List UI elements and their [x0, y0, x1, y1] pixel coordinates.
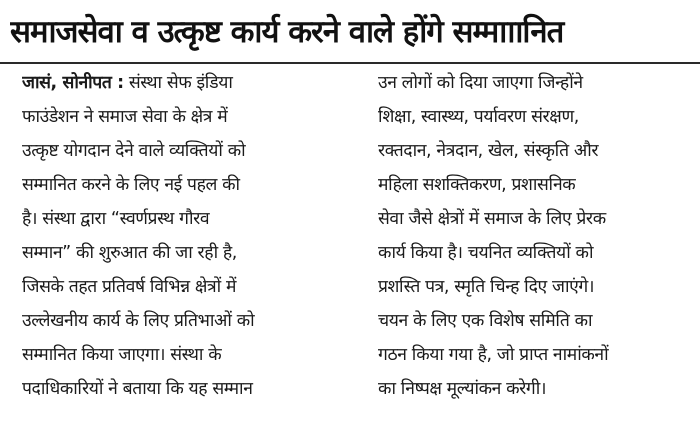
article-line: सम्मानित किया जाएगा। संस्था के: [22, 345, 222, 365]
article-column-left: [22, 66, 352, 442]
article-line: रक्तदान, नेत्रदान, खेल, संस्कृति और: [378, 141, 599, 161]
article-line: चयन के लिए एक विशेष समिति का: [378, 311, 593, 331]
headline-rule: [0, 62, 700, 64]
article-line: फाउंडेशन ने समाज सेवा के क्षेत्र में: [22, 107, 228, 127]
article-column-right: [378, 66, 696, 442]
headline: समाजसेवा व उत्कृष्ट कार्य करने वाले होंगे सम्मााानित: [10, 14, 564, 50]
article-line: उल्लेखनीय कार्य के लिए प्रतिभाओं को: [22, 311, 255, 331]
article-line: प्रशस्ति पत्र, स्मृति चिन्ह दिए जाएंगे।: [378, 277, 595, 297]
article-line: है। संस्था द्वारा “स्वर्णप्रस्थ गौरव: [22, 209, 210, 229]
article-line: कार्य किया है। चयनित व्यक्तियों को: [378, 243, 594, 263]
article-line: सम्मानित करने के लिए नई पहल की: [22, 175, 240, 195]
article-line: महिला सशक्तिकरण, प्रशासनिक: [378, 175, 576, 195]
dateline: जासं, सोनीपत :: [22, 73, 124, 93]
article-line: [22, 66, 352, 100]
article-line: उन लोगों को दिया जाएगा जिन्होंने: [378, 73, 583, 93]
article-line: गठन किया गया है, जो प्राप्त नामांकनों: [378, 345, 609, 365]
article-line: शिक्षा, स्वास्थ्य, पर्यावरण संरक्षण,: [378, 107, 579, 127]
article-line: का निष्पक्ष मूल्यांकन करेगी।: [378, 379, 547, 399]
article-line: सम्मान” की शुरुआत की जा रही है,: [22, 243, 237, 263]
article-line: जिसके तहत प्रतिवर्ष विभिन्न क्षेत्रों में: [22, 277, 237, 297]
article-line: पदाधिकारियों ने बताया कि यह सम्मान: [22, 379, 253, 399]
article-line: उत्कृष्ट योगदान देने वाले व्यक्तियों को: [22, 141, 246, 161]
article-line: सेवा जैसे क्षेत्रों में समाज के लिए प्रेरक: [378, 209, 606, 229]
article-line-text: संस्था सेफ इंडिया: [123, 73, 233, 93]
